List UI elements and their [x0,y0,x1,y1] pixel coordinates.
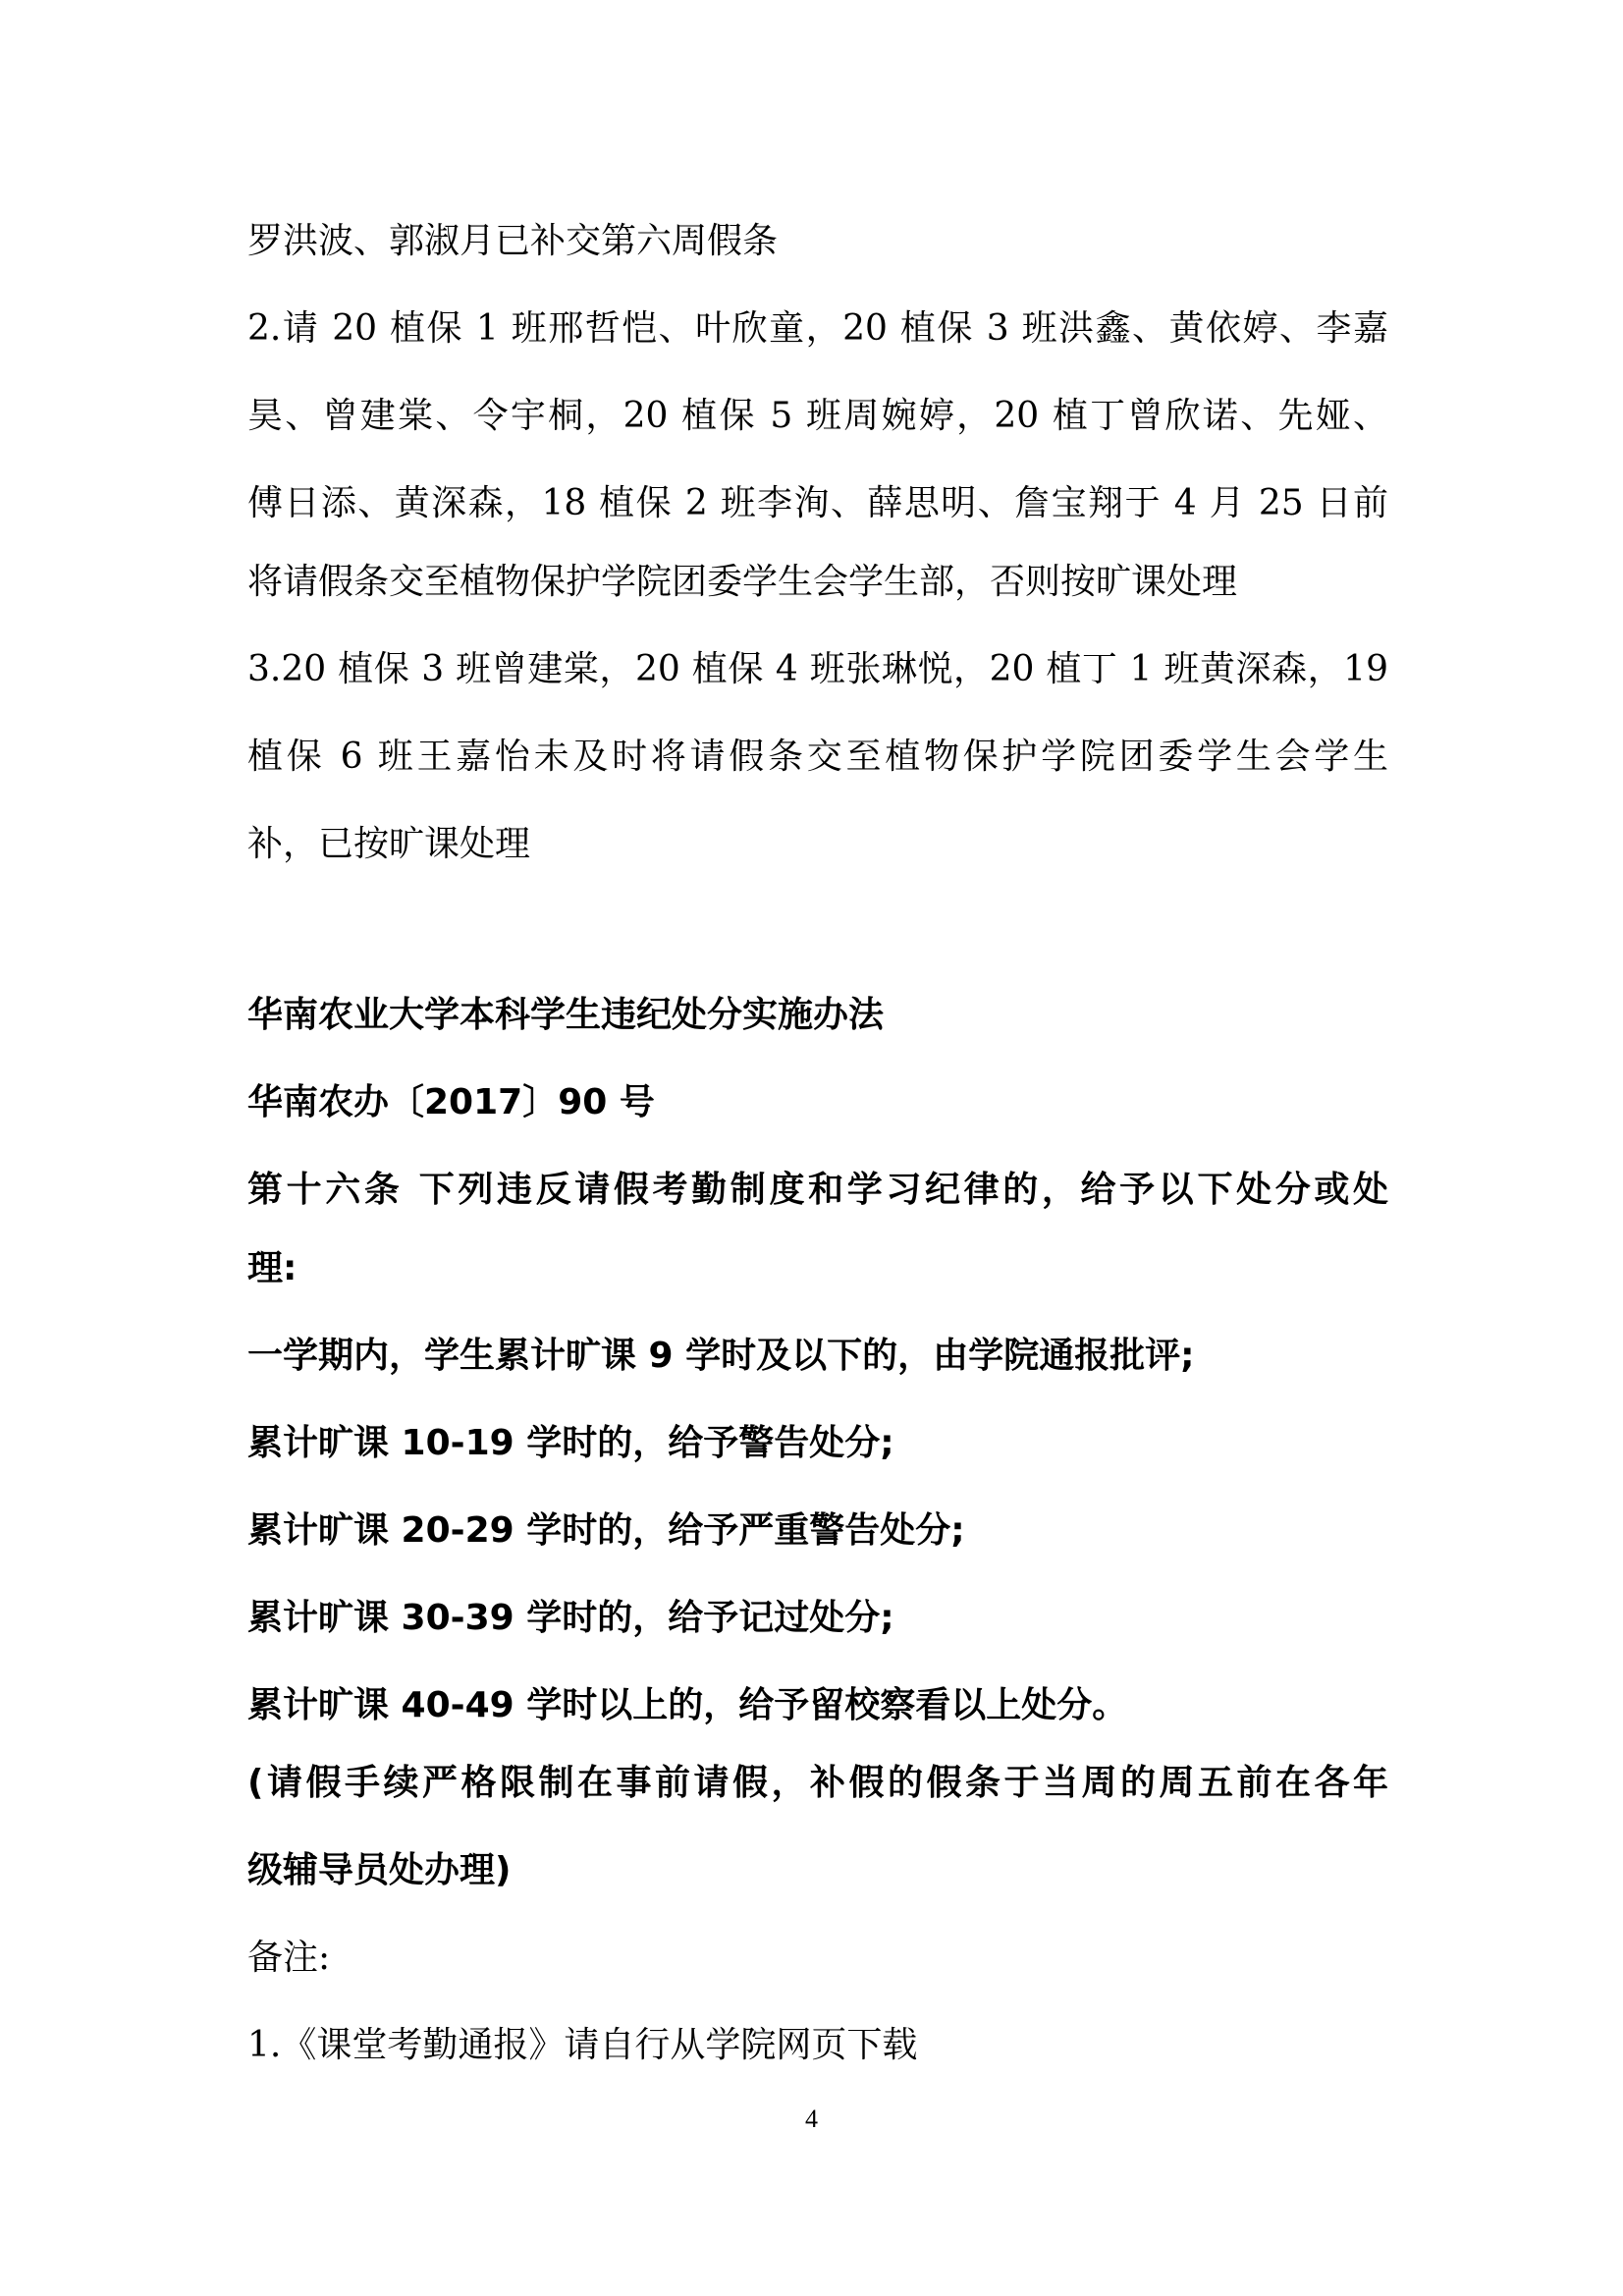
regulation-note-line-1: (请假手续严格限制在事前请假，补假的假条于当周的周五前在各年 [247,1763,1388,1803]
regulation-rule-4: 累计旷课 30-39 学时的，给予记过处分; [247,1598,894,1638]
notice-item-2-line-3: 傅日添、黄深森，18 植保 2 班李洵、薛思明、詹宝翔于 4 月 25 日前 [247,483,1388,523]
regulation-rule-5: 累计旷课 40-49 学时以上的，给予留校察看以上处分。 [247,1685,1128,1725]
notice-line-1: 罗洪波、郭淑月已补交第六周假条 [247,221,779,261]
remarks-item-1: 1.《课堂考勤通报》请自行从学院网页下载 [247,2025,918,2065]
regulation-rule-3: 累计旷课 20-29 学时的，给予严重警告处分; [247,1510,965,1551]
regulation-title: 华南农业大学本科学生违纪处分实施办法 [247,995,885,1035]
regulation-article-line-1: 第十六条 下列违反请假考勤制度和学习纪律的，给予以下处分或处 [247,1170,1388,1210]
notice-item-3-line-1: 3.20 植保 3 班曾建棠，20 植保 4 班张琳悦，20 植丁 1 班黄深森，19 [247,649,1388,689]
remarks-heading: 备注: [247,1938,331,1978]
notice-item-3-line-3: 补，已按旷课处理 [247,824,531,864]
regulation-note-line-2: 级辅导员处办理) [247,1850,512,1890]
regulation-doc-number: 华南农办〔2017〕90 号 [247,1082,655,1122]
regulation-article-line-2: 理: [247,1248,298,1288]
notice-item-2-line-2: 昊、曾建棠、令宇桐，20 植保 5 班周婉婷，20 植丁曾欣诺、先娅、 [247,396,1388,436]
notice-item-2-line-1: 2.请 20 植保 1 班邢哲恺、叶欣童，20 植保 3 班洪鑫、黄依婷、李嘉 [247,308,1388,349]
regulation-rule-1: 一学期内，学生累计旷课 9 学时及以下的，由学院通报批评; [247,1336,1195,1376]
notice-item-3-line-2: 植保 6 班王嘉怡未及时将请假条交至植物保护学院团委学生会学生 [247,737,1388,777]
regulation-rule-2: 累计旷课 10-19 学时的，给予警告处分; [247,1423,894,1463]
page-number: 4 [805,2105,818,2133]
notice-item-2-line-4: 将请假条交至植物保护学院团委学生会学生部，否则按旷课处理 [247,562,1238,602]
